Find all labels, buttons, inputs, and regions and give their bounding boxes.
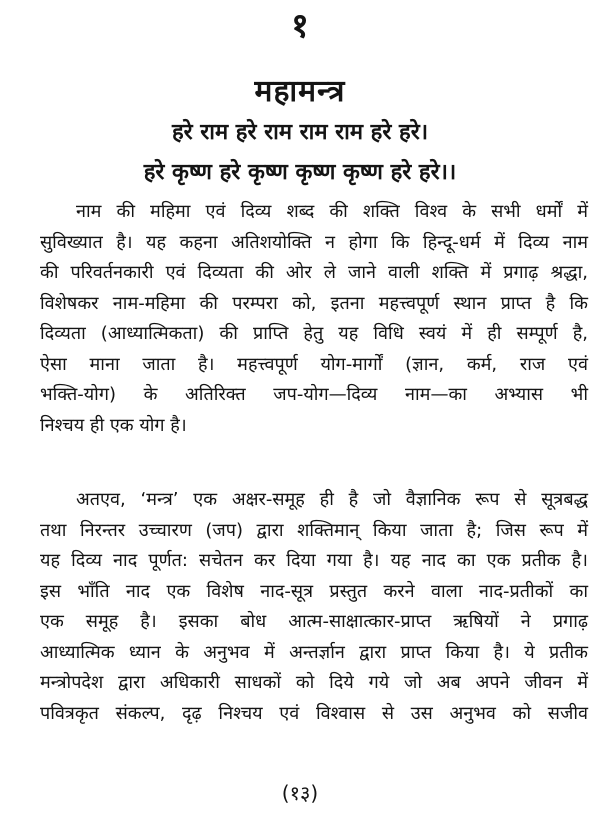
chapter-title: महामन्त्र	[254, 74, 346, 109]
paragraph-line: इस भाँति नाद एक विशेष नाद-सूत्र प्रस्तुत करने वाला नाद-प्रतीकों का	[40, 580, 588, 602]
paragraph-line: अतएव, ‘मन्त्र’ एक अक्षर-समूह ही है जो वैज्ञानिक रूप से सूत्रबद्ध	[76, 489, 588, 510]
paragraph-line: ऐसा माना जाता है। महत्त्वपूर्ण योग-मार्गों (ज्ञान, कर्म, राज एवं	[40, 353, 588, 375]
paragraph-2	[40, 485, 588, 729]
paragraph-line: मन्त्रोपदेश द्वारा अधिकारी साधकों को दिये गये जो अब अपने जीवन में	[40, 672, 588, 693]
paragraph-line: पवित्रकृत संकल्प, दृढ़ निश्चय एवं विश्वास से उस अनुभव को सजीव	[40, 702, 588, 724]
paragraph-line: नाम की महिमा एवं दिव्य शब्द की शक्ति विश्व के सभी धर्मों में	[76, 201, 588, 222]
paragraph-1	[40, 197, 588, 441]
page-number: (१३)	[281, 781, 319, 805]
mantra-line-2: हरे कृष्ण हरे कृष्ण कृष्ण कृष्ण हरे हरे।।	[143, 160, 457, 185]
paragraph-line: तथा निरन्तर उच्चारण (जप) द्वारा शक्तिमान् किया जाता है; जिस रूप में	[40, 519, 588, 541]
paragraph-line: निश्चय ही एक योग है।	[40, 414, 187, 436]
paragraph-line: दिव्यता (आध्यात्मिकता) की प्राप्ति हेतु यह विधि स्वयं में ही सम्पूर्ण है,	[40, 323, 588, 344]
paragraph-line: की परिवर्तनकारी एवं दिव्यता की ओर ले जाने वाली शक्ति में प्रगाढ़ श्रद्धा,	[40, 262, 588, 283]
mantra-line-1: हरे राम हरे राम राम राम हरे हरे।	[171, 120, 429, 145]
paragraph-line: एक समूह है। इसका बोध आत्म-साक्षात्कार-प्राप्त ऋषियों ने प्रगाढ़	[40, 611, 588, 632]
paragraph-line: आध्यात्मिक ध्यान के अनुभव में अन्तर्ज्ञान द्वारा प्राप्त किया है। ये प्रतीक	[40, 641, 588, 663]
paragraph-line: भक्ति-योग) के अतिरिक्त जप-योग—दिव्य नाम—का अभ्यास भी	[40, 384, 588, 405]
paragraph-line: यह दिव्य नाद पूर्णत: सचेतन कर दिया गया है। यह नाद का एक प्रतीक है।	[40, 550, 588, 571]
paragraph-line: विशेषकर नाम-महिमा की परम्परा को, इतना महत्त्वपूर्ण स्थान प्राप्त है कि	[40, 292, 588, 314]
paragraph-line: सुविख्यात है। यह कहना अतिशयोक्ति न होगा कि हिन्दू-धर्म में दिव्य नाम	[40, 231, 588, 253]
chapter-number: १	[291, 6, 309, 46]
